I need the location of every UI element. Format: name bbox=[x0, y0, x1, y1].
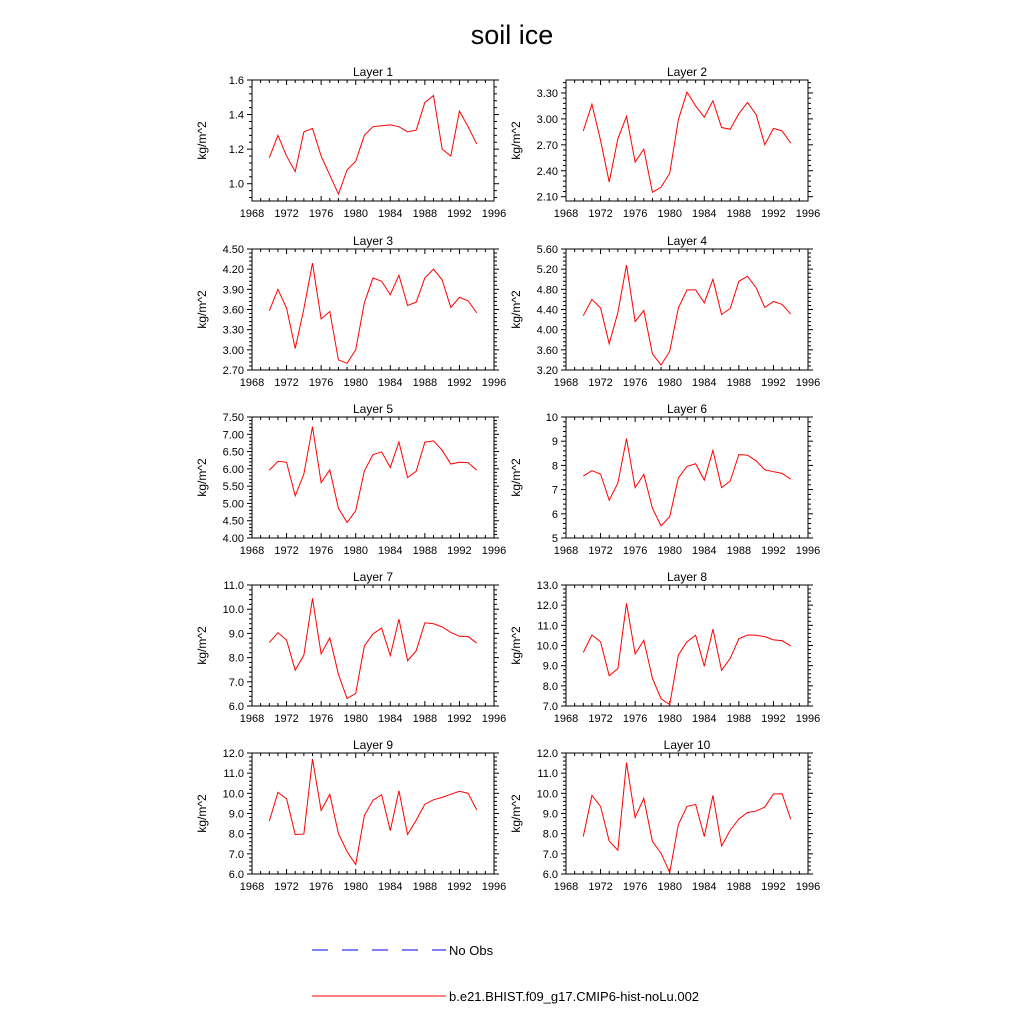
y-tick-label: 12.0 bbox=[536, 748, 558, 760]
plot-frame bbox=[252, 80, 494, 201]
y-axis-label: kg/m^2 bbox=[195, 290, 209, 329]
y-tick-label: 7.50 bbox=[222, 412, 244, 424]
panel-title: Layer 8 bbox=[666, 570, 708, 584]
chart-panel-layer-4 bbox=[509, 234, 820, 389]
x-tick-label: 1984 bbox=[692, 713, 717, 725]
x-tick-label: 1972 bbox=[588, 713, 613, 725]
y-tick-label: 6 bbox=[551, 508, 558, 521]
x-tick-label: 1976 bbox=[308, 713, 334, 725]
y-tick-label: 3.00 bbox=[222, 344, 244, 357]
y-tick-label: 10.0 bbox=[536, 788, 558, 801]
y-tick-label: 3.60 bbox=[222, 304, 244, 317]
y-tick-label: 10.0 bbox=[222, 788, 244, 801]
y-tick-label: 2.70 bbox=[222, 365, 244, 377]
x-tick-label: 1972 bbox=[588, 545, 613, 557]
plot-frame bbox=[252, 753, 494, 874]
x-tick-label: 1992 bbox=[761, 881, 786, 893]
y-tick-label: 3.30 bbox=[536, 87, 558, 100]
x-tick-label: 1980 bbox=[343, 545, 368, 557]
y-tick-label: 7.0 bbox=[542, 848, 558, 861]
y-tick-label: 6.0 bbox=[228, 869, 244, 881]
panel-title: Layer 1 bbox=[352, 65, 394, 79]
x-tick-label: 1976 bbox=[622, 713, 648, 725]
chart-panel-layer-2 bbox=[509, 65, 820, 220]
chart-panel-layer-1 bbox=[195, 65, 506, 220]
chart-panel-layer-10 bbox=[509, 738, 820, 893]
chart-panel-layer-8 bbox=[509, 570, 820, 725]
plot-frame bbox=[566, 249, 808, 370]
x-tick-label: 1968 bbox=[553, 713, 579, 725]
y-tick-label: 4.50 bbox=[222, 515, 244, 528]
y-tick-label: 8.0 bbox=[542, 828, 558, 841]
x-tick-label: 1996 bbox=[481, 713, 507, 725]
x-tick-label: 1992 bbox=[761, 377, 786, 389]
panel-title: Layer 7 bbox=[352, 570, 394, 584]
legend bbox=[312, 943, 699, 1004]
series-line-model bbox=[583, 763, 790, 873]
x-tick-label: 1976 bbox=[622, 208, 648, 220]
plot-frame bbox=[566, 585, 808, 706]
x-tick-label: 1988 bbox=[412, 545, 438, 557]
x-tick-label: 1988 bbox=[726, 713, 752, 725]
panel-title: Layer 2 bbox=[666, 65, 708, 79]
x-tick-label: 1988 bbox=[412, 377, 438, 389]
y-tick-label: 2.10 bbox=[536, 191, 558, 204]
x-tick-label: 1996 bbox=[795, 545, 821, 557]
x-tick-label: 1992 bbox=[447, 208, 472, 220]
x-tick-label: 1984 bbox=[692, 881, 717, 893]
x-tick-label: 1976 bbox=[622, 545, 648, 557]
y-tick-label: 9.0 bbox=[542, 808, 558, 821]
series-line-model bbox=[583, 603, 790, 704]
x-tick-label: 1976 bbox=[308, 545, 334, 557]
x-tick-label: 1980 bbox=[343, 208, 368, 220]
x-tick-label: 1980 bbox=[657, 881, 682, 893]
y-tick-label: 9.0 bbox=[228, 628, 244, 641]
panel-title: Layer 4 bbox=[666, 234, 708, 248]
x-tick-label: 1968 bbox=[553, 208, 579, 220]
y-axis-label: kg/m^2 bbox=[509, 626, 523, 665]
x-tick-label: 1972 bbox=[274, 208, 299, 220]
x-tick-label: 1996 bbox=[795, 377, 821, 389]
series-line-model bbox=[269, 598, 476, 698]
x-tick-label: 1980 bbox=[343, 377, 368, 389]
series-line-model bbox=[269, 263, 476, 363]
x-tick-label: 1988 bbox=[726, 881, 752, 893]
y-tick-label: 8.0 bbox=[228, 828, 244, 841]
y-tick-label: 10 bbox=[545, 412, 558, 424]
y-tick-label: 10.0 bbox=[222, 604, 244, 617]
y-tick-label: 5.50 bbox=[222, 481, 244, 494]
y-tick-label: 3.30 bbox=[222, 324, 244, 337]
y-tick-label: 5.20 bbox=[536, 264, 558, 277]
y-tick-label: 4.00 bbox=[536, 324, 558, 337]
chart-panel-layer-9 bbox=[195, 738, 506, 893]
x-tick-label: 1984 bbox=[692, 545, 717, 557]
x-tick-label: 1980 bbox=[657, 545, 682, 557]
x-tick-label: 1996 bbox=[795, 208, 821, 220]
y-tick-label: 3.20 bbox=[536, 365, 558, 377]
y-tick-label: 1.4 bbox=[228, 109, 244, 122]
series-line-model bbox=[269, 96, 476, 195]
x-tick-label: 1996 bbox=[795, 713, 821, 725]
panel-title: Layer 3 bbox=[352, 234, 394, 248]
y-tick-label: 6.0 bbox=[542, 869, 558, 881]
y-tick-label: 1.0 bbox=[228, 178, 244, 191]
x-tick-label: 1984 bbox=[378, 208, 403, 220]
x-tick-label: 1976 bbox=[308, 881, 334, 893]
series-line-model bbox=[269, 759, 476, 864]
y-axis-label: kg/m^2 bbox=[195, 794, 209, 833]
x-tick-label: 1988 bbox=[412, 713, 438, 725]
x-tick-label: 1980 bbox=[343, 713, 368, 725]
y-tick-label: 8.0 bbox=[542, 680, 558, 693]
y-tick-label: 3.60 bbox=[536, 344, 558, 357]
x-tick-label: 1992 bbox=[447, 545, 472, 557]
x-tick-label: 1980 bbox=[343, 881, 368, 893]
y-tick-label: 3.00 bbox=[536, 113, 558, 126]
y-tick-label: 5.00 bbox=[222, 498, 244, 511]
y-tick-label: 4.50 bbox=[222, 244, 244, 256]
x-tick-label: 1984 bbox=[378, 881, 403, 893]
y-tick-label: 4.40 bbox=[536, 304, 558, 317]
x-tick-label: 1968 bbox=[239, 377, 265, 389]
x-tick-label: 1996 bbox=[481, 208, 507, 220]
panel-title: Layer 5 bbox=[352, 402, 394, 416]
y-tick-label: 7.0 bbox=[228, 848, 244, 861]
x-tick-label: 1996 bbox=[481, 377, 507, 389]
legend-label-model: b.e21.BHIST.f09_g17.CMIP6-hist-noLu.002 bbox=[449, 989, 700, 1004]
x-tick-label: 1988 bbox=[726, 377, 752, 389]
x-tick-label: 1976 bbox=[622, 377, 648, 389]
x-tick-label: 1984 bbox=[692, 377, 717, 389]
x-tick-label: 1976 bbox=[308, 208, 334, 220]
y-axis-label: kg/m^2 bbox=[195, 458, 209, 497]
x-tick-label: 1968 bbox=[239, 713, 265, 725]
x-tick-label: 1988 bbox=[412, 881, 438, 893]
y-tick-label: 11.0 bbox=[223, 768, 244, 781]
x-tick-label: 1988 bbox=[726, 545, 752, 557]
x-tick-label: 1972 bbox=[274, 881, 299, 893]
y-axis-label: kg/m^2 bbox=[195, 626, 209, 665]
panels bbox=[195, 65, 820, 893]
y-tick-label: 6.50 bbox=[222, 446, 244, 459]
x-tick-label: 1976 bbox=[308, 377, 334, 389]
y-axis-label: kg/m^2 bbox=[195, 121, 209, 160]
y-tick-label: 5 bbox=[551, 533, 558, 545]
x-tick-label: 1996 bbox=[795, 881, 821, 893]
y-tick-label: 3.90 bbox=[222, 284, 244, 297]
y-tick-label: 13.0 bbox=[536, 580, 558, 592]
y-axis-label: kg/m^2 bbox=[509, 121, 523, 160]
y-tick-label: 9 bbox=[551, 436, 558, 449]
x-tick-label: 1992 bbox=[447, 881, 472, 893]
y-tick-label: 7.0 bbox=[228, 676, 244, 689]
y-tick-label: 6.00 bbox=[222, 463, 244, 476]
x-tick-label: 1988 bbox=[726, 208, 752, 220]
y-tick-label: 10.0 bbox=[536, 640, 558, 653]
series-line-model bbox=[583, 439, 790, 526]
y-tick-label: 11.0 bbox=[537, 768, 558, 781]
legend-label-no-obs: No Obs bbox=[449, 943, 494, 958]
x-tick-label: 1968 bbox=[239, 208, 265, 220]
panel-title: Layer 9 bbox=[352, 738, 394, 752]
y-tick-label: 5.60 bbox=[536, 244, 558, 256]
y-tick-label: 11.0 bbox=[537, 620, 558, 633]
x-tick-label: 1992 bbox=[761, 713, 786, 725]
y-tick-label: 8.0 bbox=[228, 652, 244, 665]
x-tick-label: 1968 bbox=[553, 545, 579, 557]
x-tick-label: 1992 bbox=[447, 713, 472, 725]
x-tick-label: 1988 bbox=[412, 208, 438, 220]
chart-panel-layer-3 bbox=[195, 234, 506, 389]
x-tick-label: 1972 bbox=[588, 208, 613, 220]
y-tick-label: 12.0 bbox=[536, 600, 558, 613]
y-tick-label: 4.20 bbox=[222, 264, 244, 277]
y-tick-label: 7.0 bbox=[542, 701, 558, 713]
x-tick-label: 1992 bbox=[761, 208, 786, 220]
y-tick-label: 12.0 bbox=[222, 748, 244, 760]
y-axis-label: kg/m^2 bbox=[509, 458, 523, 497]
chart-panel-layer-7 bbox=[195, 570, 506, 725]
x-tick-label: 1968 bbox=[239, 881, 265, 893]
x-tick-label: 1972 bbox=[274, 377, 299, 389]
y-axis-label: kg/m^2 bbox=[509, 290, 523, 329]
x-tick-label: 1992 bbox=[447, 377, 472, 389]
plot-frame bbox=[566, 80, 808, 201]
chart-panel-layer-5 bbox=[195, 402, 506, 557]
y-tick-label: 1.2 bbox=[228, 144, 244, 157]
series-line-model bbox=[583, 265, 790, 365]
y-tick-label: 6.0 bbox=[228, 701, 244, 713]
y-tick-label: 2.70 bbox=[536, 139, 558, 152]
x-tick-label: 1968 bbox=[553, 377, 579, 389]
y-tick-label: 2.40 bbox=[536, 165, 558, 178]
y-tick-label: 4.80 bbox=[536, 284, 558, 297]
series-line-model bbox=[269, 427, 476, 523]
x-tick-label: 1972 bbox=[588, 881, 613, 893]
plot-frame bbox=[566, 417, 808, 538]
x-tick-label: 1984 bbox=[692, 208, 717, 220]
x-tick-label: 1972 bbox=[274, 713, 299, 725]
plot-frame bbox=[252, 417, 494, 538]
figure-title: soil ice bbox=[470, 20, 554, 50]
y-tick-label: 7 bbox=[551, 484, 558, 497]
y-tick-label: 8 bbox=[551, 460, 558, 473]
y-tick-label: 7.00 bbox=[222, 429, 244, 442]
panel-title: Layer 6 bbox=[666, 402, 708, 416]
x-tick-label: 1984 bbox=[378, 377, 403, 389]
y-tick-label: 11.0 bbox=[223, 580, 244, 592]
y-tick-label: 4.00 bbox=[222, 533, 244, 545]
x-tick-label: 1996 bbox=[481, 545, 507, 557]
x-tick-label: 1980 bbox=[657, 713, 682, 725]
x-tick-label: 1972 bbox=[274, 545, 299, 557]
y-tick-label: 9.0 bbox=[542, 660, 558, 673]
y-tick-label: 1.6 bbox=[228, 75, 244, 87]
x-tick-label: 1996 bbox=[481, 881, 507, 893]
x-tick-label: 1968 bbox=[553, 881, 579, 893]
panel-title: Layer 10 bbox=[663, 738, 711, 752]
x-tick-label: 1984 bbox=[378, 713, 403, 725]
chart-panel-layer-6 bbox=[509, 402, 820, 557]
x-tick-label: 1968 bbox=[239, 545, 265, 557]
y-axis-label: kg/m^2 bbox=[509, 794, 523, 833]
x-tick-label: 1980 bbox=[657, 208, 682, 220]
series-line-model bbox=[583, 92, 790, 192]
x-tick-label: 1984 bbox=[378, 545, 403, 557]
plot-frame bbox=[252, 249, 494, 370]
y-tick-label: 9.0 bbox=[228, 808, 244, 821]
x-tick-label: 1980 bbox=[657, 377, 682, 389]
x-tick-label: 1972 bbox=[588, 377, 613, 389]
x-tick-label: 1992 bbox=[761, 545, 786, 557]
x-tick-label: 1976 bbox=[622, 881, 648, 893]
